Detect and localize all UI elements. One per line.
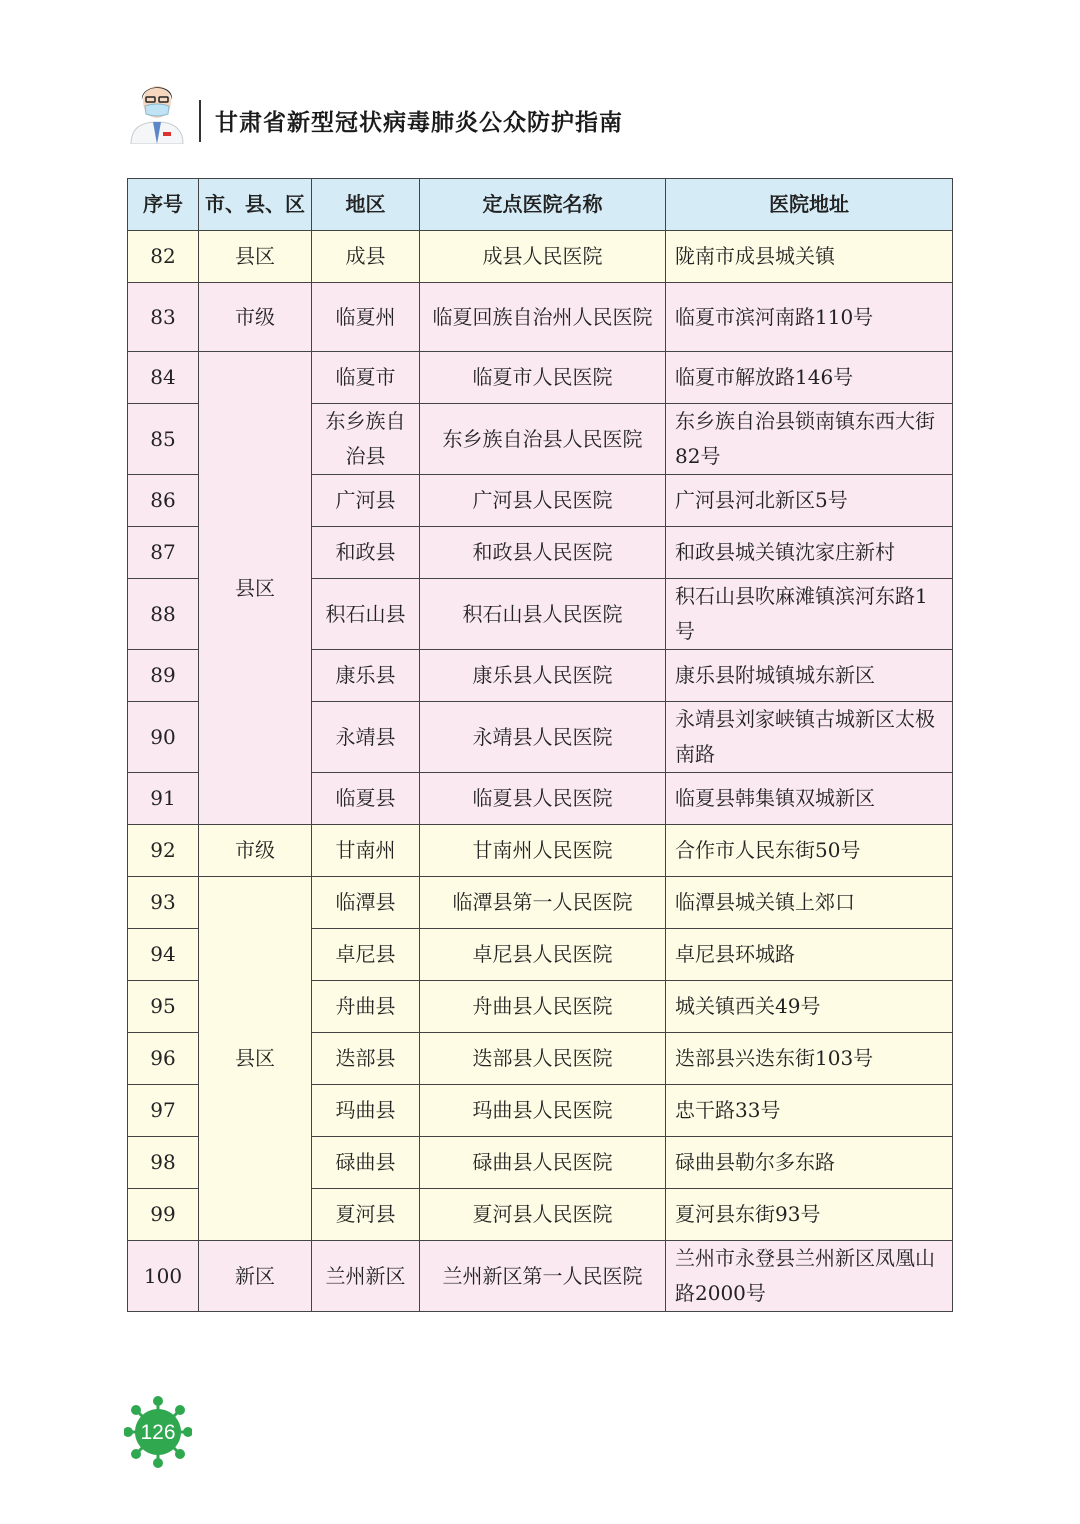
cell-hospital: 广河县人民医院	[420, 475, 666, 527]
header-level: 市、县、区	[199, 179, 312, 231]
cell-address: 东乡族自治县锁南镇东西大街82号	[666, 404, 953, 475]
cell-hospital: 永靖县人民医院	[420, 702, 666, 773]
cell-address: 兰州市永登县兰州新区凤凰山路2000号	[666, 1241, 953, 1312]
cell-serial: 84	[128, 352, 199, 404]
cell-area: 康乐县	[312, 650, 420, 702]
table-row	[128, 352, 953, 404]
cell-serial: 89	[128, 650, 199, 702]
cell-level: 新区	[199, 1241, 312, 1312]
cell-area: 临夏市	[312, 352, 420, 404]
cell-address: 和政县城关镇沈家庄新村	[666, 527, 953, 579]
cell-serial: 90	[128, 702, 199, 773]
header-hospital: 定点医院名称	[420, 179, 666, 231]
cell-serial: 94	[128, 929, 199, 981]
table-row	[128, 283, 953, 352]
cell-hospital: 康乐县人民医院	[420, 650, 666, 702]
page-title: 甘肃省新型冠状病毒肺炎公众防护指南	[215, 110, 623, 136]
cell-address: 广河县河北新区5号	[666, 475, 953, 527]
cell-address: 迭部县兴迭东街103号	[666, 1033, 953, 1085]
hospital-table	[127, 178, 953, 1312]
cell-address: 忠干路33号	[666, 1085, 953, 1137]
cell-serial: 100	[128, 1241, 199, 1312]
cell-serial: 82	[128, 231, 199, 283]
doctor-with-mask-icon	[125, 78, 189, 144]
cell-serial: 99	[128, 1189, 199, 1241]
page-number-badge	[124, 1396, 192, 1468]
table-row	[128, 1241, 953, 1312]
cell-serial: 96	[128, 1033, 199, 1085]
cell-address: 永靖县刘家峡镇古城新区太极南路	[666, 702, 953, 773]
cell-address: 临夏市解放路146号	[666, 352, 953, 404]
cell-hospital: 临潭县第一人民医院	[420, 877, 666, 929]
cell-address: 城关镇西关49号	[666, 981, 953, 1033]
cell-address: 陇南市成县城关镇	[666, 231, 953, 283]
table-header-row	[128, 179, 953, 231]
table-row	[128, 231, 953, 283]
cell-hospital: 临夏县人民医院	[420, 773, 666, 825]
cell-hospital: 临夏市人民医院	[420, 352, 666, 404]
cell-hospital: 积石山县人民医院	[420, 579, 666, 650]
cell-serial: 83	[128, 283, 199, 352]
cell-address: 碌曲县勒尔多东路	[666, 1137, 953, 1189]
cell-area: 碌曲县	[312, 1137, 420, 1189]
cell-area: 迭部县	[312, 1033, 420, 1085]
cell-hospital: 舟曲县人民医院	[420, 981, 666, 1033]
cell-area: 玛曲县	[312, 1085, 420, 1137]
cell-address: 积石山县吹麻滩镇滨河东路1号	[666, 579, 953, 650]
cell-serial: 86	[128, 475, 199, 527]
cell-serial: 85	[128, 404, 199, 475]
cell-serial: 95	[128, 981, 199, 1033]
cell-level: 市级	[199, 283, 312, 352]
cell-area: 兰州新区	[312, 1241, 420, 1312]
cell-area: 卓尼县	[312, 929, 420, 981]
cell-hospital: 东乡族自治县人民医院	[420, 404, 666, 475]
cell-address: 夏河县东街93号	[666, 1189, 953, 1241]
table-row	[128, 825, 953, 877]
cell-area: 临夏州	[312, 283, 420, 352]
cell-area: 夏河县	[312, 1189, 420, 1241]
cell-address: 康乐县附城镇城东新区	[666, 650, 953, 702]
header-divider	[199, 100, 201, 142]
cell-serial: 87	[128, 527, 199, 579]
cell-hospital: 夏河县人民医院	[420, 1189, 666, 1241]
cell-serial: 97	[128, 1085, 199, 1137]
header-serial: 序号	[128, 179, 199, 231]
cell-level: 县区	[199, 352, 312, 825]
cell-area: 成县	[312, 231, 420, 283]
cell-hospital: 卓尼县人民医院	[420, 929, 666, 981]
cell-address: 临夏市滨河南路110号	[666, 283, 953, 352]
cell-area: 永靖县	[312, 702, 420, 773]
page-header	[125, 78, 825, 148]
cell-level: 县区	[199, 231, 312, 283]
cell-hospital: 甘南州人民医院	[420, 825, 666, 877]
cell-area: 积石山县	[312, 579, 420, 650]
cell-area: 临夏县	[312, 773, 420, 825]
cell-address: 卓尼县环城路	[666, 929, 953, 981]
cell-address: 临潭县城关镇上郊口	[666, 877, 953, 929]
header-address: 医院地址	[666, 179, 953, 231]
cell-address: 合作市人民东街50号	[666, 825, 953, 877]
page-number: 126	[140, 1421, 176, 1444]
header-area: 地区	[312, 179, 420, 231]
cell-address: 临夏县韩集镇双城新区	[666, 773, 953, 825]
cell-area: 和政县	[312, 527, 420, 579]
cell-serial: 88	[128, 579, 199, 650]
cell-serial: 92	[128, 825, 199, 877]
cell-level: 市级	[199, 825, 312, 877]
cell-hospital: 碌曲县人民医院	[420, 1137, 666, 1189]
cell-level: 县区	[199, 877, 312, 1241]
cell-area: 甘南州	[312, 825, 420, 877]
cell-hospital: 兰州新区第一人民医院	[420, 1241, 666, 1312]
cell-hospital: 迭部县人民医院	[420, 1033, 666, 1085]
cell-area: 临潭县	[312, 877, 420, 929]
cell-hospital: 临夏回族自治州人民医院	[420, 283, 666, 352]
cell-area: 广河县	[312, 475, 420, 527]
cell-serial: 91	[128, 773, 199, 825]
cell-area: 舟曲县	[312, 981, 420, 1033]
cell-hospital: 和政县人民医院	[420, 527, 666, 579]
table-row	[128, 877, 953, 929]
cell-hospital: 成县人民医院	[420, 231, 666, 283]
cell-serial: 93	[128, 877, 199, 929]
cell-area: 东乡族自治县	[312, 404, 420, 475]
cell-hospital: 玛曲县人民医院	[420, 1085, 666, 1137]
cell-serial: 98	[128, 1137, 199, 1189]
